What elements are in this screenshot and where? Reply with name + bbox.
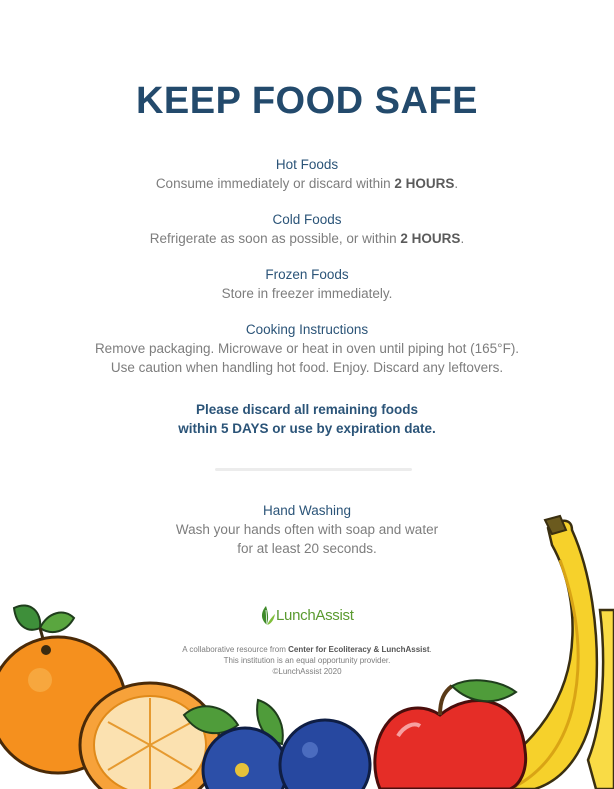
- discard-notice: [0, 400, 614, 438]
- frozen-foods-body: Store in freezer immediately.: [221, 286, 393, 301]
- frozen-foods-heading: Frozen Foods: [265, 267, 349, 282]
- hand-washing-line2: for at least 20 seconds.: [237, 541, 377, 556]
- hot-foods-heading: Hot Foods: [275, 157, 339, 172]
- cold-foods-body: [0, 229, 614, 248]
- discard-notice-line1: Please discard all remaining foods: [195, 402, 419, 417]
- frozen-foods-section: [0, 265, 614, 320]
- fruit-illustration: [0, 500, 614, 789]
- footer-credit-post: .: [429, 645, 432, 654]
- cooking-instructions-heading: Cooking Instructions: [245, 322, 369, 337]
- cold-foods-limit: 2 HOURS: [400, 231, 461, 246]
- apple-icon: [375, 680, 526, 789]
- cold-foods-section: [0, 210, 614, 265]
- footer-credit-pre: A collaborative resource from: [182, 645, 289, 654]
- footer-credit-org: Center for Ecoliteracy & LunchAssist: [288, 645, 430, 654]
- cooking-instructions-body: Remove packaging. Microwave or heat in oven until piping hot (165°F). Use caution when handling hot food. Enjoy. Discard any leftovers.: [94, 341, 520, 375]
- hot-foods-body: [0, 174, 614, 193]
- cold-foods-period: .: [460, 231, 465, 246]
- logo-text: LunchAssist: [276, 606, 354, 624]
- hot-foods-limit: 2 HOURS: [394, 176, 455, 191]
- section-divider: [215, 468, 412, 471]
- page-title: KEEP FOOD SAFE: [135, 80, 479, 122]
- blueberry-icon: [203, 720, 370, 789]
- hot-foods-section: [0, 155, 614, 210]
- food-safety-sections: [0, 155, 614, 438]
- cold-foods-text: Refrigerate as soon as possible, or within: [149, 231, 401, 246]
- hot-foods-text: Consume immediately or discard within: [155, 176, 395, 191]
- hot-foods-period: .: [454, 176, 459, 191]
- hand-washing-line1: Wash your hands often with soap and water: [175, 522, 439, 537]
- orange-slice-icon: [80, 683, 220, 789]
- discard-notice-line2: within 5 DAYS or use by expiration date.: [178, 421, 436, 436]
- footer-copyright: ©LunchAssist 2020: [272, 667, 342, 676]
- footer-equal-opportunity: This institution is an equal opportunity provider.: [223, 656, 391, 665]
- cold-foods-heading: Cold Foods: [272, 212, 342, 227]
- cooking-instructions-section: [92, 320, 522, 400]
- hand-washing-heading: Hand Washing: [262, 503, 352, 518]
